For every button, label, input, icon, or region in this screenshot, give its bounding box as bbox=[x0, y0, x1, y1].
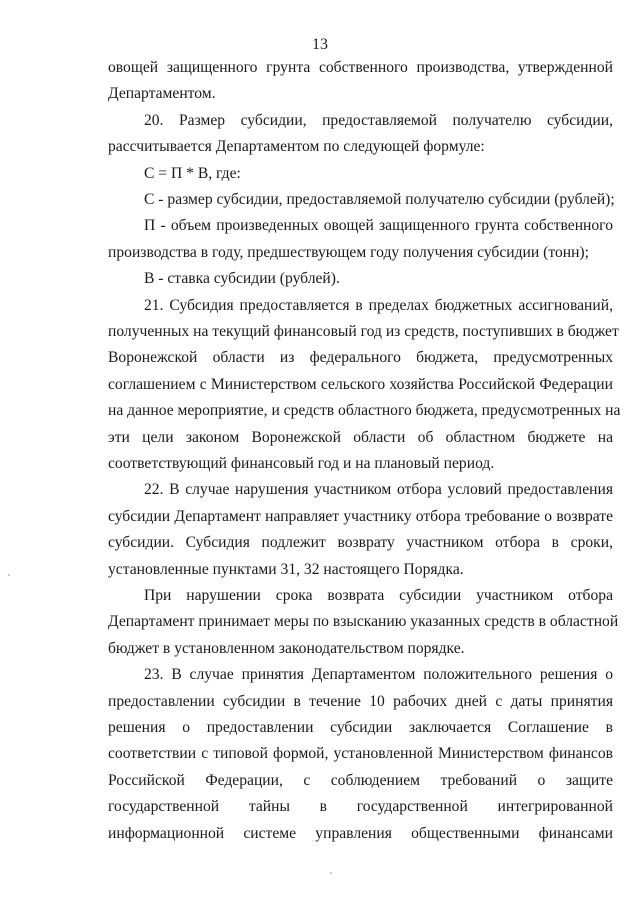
text-line: субсидии Департамент направляет участнику отбора требование о возврате bbox=[108, 507, 613, 525]
text-line: субсидии. Субсидия подлежит возврату участником отбора в сроки, bbox=[108, 534, 613, 552]
text-line: на данное мероприятие, и средств областного бюджета, предусмотренных на bbox=[108, 402, 621, 420]
text-line: соответствии с типовой формой, установленной Министерством финансов bbox=[108, 745, 613, 763]
scan-speck bbox=[330, 872, 332, 874]
text-line: 20. Размер субсидии, предоставляемой получателю субсидии, bbox=[144, 111, 613, 129]
text-line: Российской Федерации, с соблюдением требований о защите bbox=[108, 771, 613, 789]
text-line: овощей защищенного грунта собственного производства, утвержденной bbox=[108, 59, 613, 76]
text-line: С - размер субсидии, предоставляемой получателю субсидии (рублей); bbox=[144, 191, 615, 208]
text-line: 23. В случае принятия Департаментом положительного решения о bbox=[144, 666, 613, 684]
text-line: Департамент принимает меры по взысканию указанных средств в областной bbox=[108, 613, 619, 631]
text-line: установленные пунктами 31, 32 настоящего Порядка. bbox=[108, 560, 464, 578]
text-line: эти цели законом Воронежской области об областном бюджете на bbox=[108, 428, 613, 446]
text-line: информационной системе управления общественными финансами bbox=[108, 824, 613, 842]
text-line: решения о предоставлении субсидии заключается Соглашение в bbox=[108, 719, 613, 736]
text-line: При нарушении срока возврата субсидии участником отбора bbox=[144, 587, 613, 604]
text-line: В - ставка субсидии (рублей). bbox=[144, 270, 340, 288]
text-line: 22. В случае нарушения участником отбора условий предоставления bbox=[144, 481, 613, 499]
text-line: П - объем произведенных овощей защищенного грунта собственного bbox=[144, 217, 613, 235]
text-line: С = П * В, где: bbox=[144, 164, 241, 182]
text-line: бюджет в установленном законодательством порядке. bbox=[108, 639, 465, 657]
text-line: производства в году, предшествующем году получения субсидии (тонн); bbox=[108, 243, 589, 261]
text-line: 21. Субсидия предоставляется в пределах бюджетных ассигнований, bbox=[144, 296, 613, 314]
scan-speck bbox=[8, 574, 10, 576]
text-line: государственной тайны в государственной интегрированной bbox=[108, 798, 613, 816]
text-line: полученных на текущий финансовый год из средств, поступивших в бюджет bbox=[108, 323, 619, 340]
text-line: Воронежской области из федерального бюджета, предусмотренных bbox=[108, 349, 613, 367]
text-line: соответствующий финансовый год и на плановый период. bbox=[108, 455, 495, 472]
text-line: предоставлении субсидии в течение 10 рабочих дней с даты принятия bbox=[108, 692, 613, 710]
text-line: Департаментом. bbox=[108, 85, 216, 103]
page-number: 13 bbox=[312, 36, 328, 53]
text-line: соглашением с Министерством сельского хозяйства Российской Федерации bbox=[108, 375, 613, 393]
text-line: рассчитывается Департаментом по следующей формуле: bbox=[108, 138, 485, 156]
